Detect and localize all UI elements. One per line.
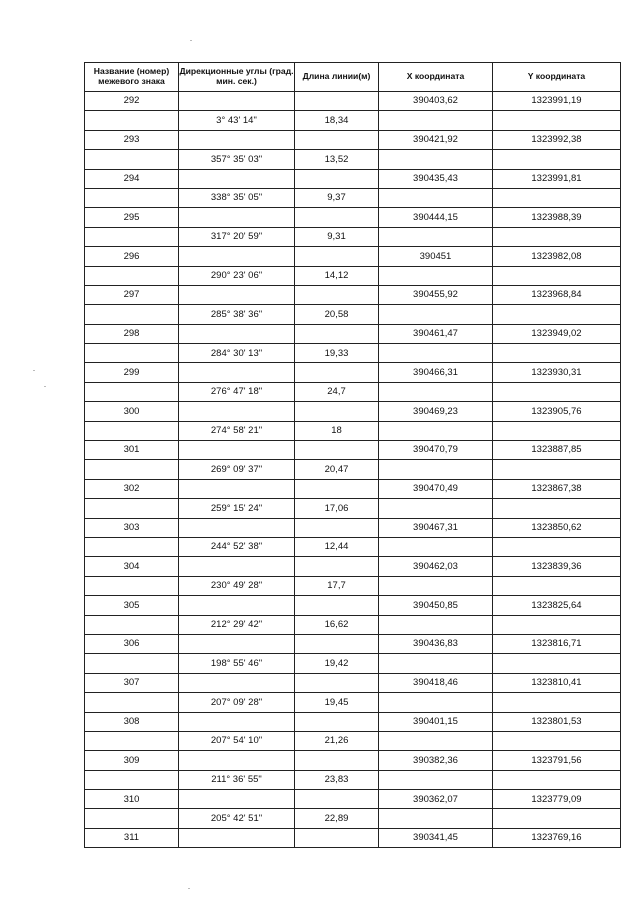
segment-row (85, 770, 621, 789)
line-length-cell: 18,34 (295, 111, 379, 130)
point-name-cell: 308 (85, 712, 179, 731)
y-coordinate-cell-empty (493, 111, 621, 130)
point-row (85, 208, 621, 227)
x-coordinate-cell-empty (379, 382, 493, 401)
point-name-cell-empty (85, 111, 179, 130)
point-name-cell: 305 (85, 596, 179, 615)
y-coordinate-cell: 1323949,02 (493, 324, 621, 343)
angle-cell-empty (179, 169, 295, 188)
point-name-cell-empty (85, 266, 179, 285)
line-length-cell: 22,89 (295, 809, 379, 828)
x-coordinate-cell-empty (379, 499, 493, 518)
x-coordinate-cell: 390401,15 (379, 712, 493, 731)
y-coordinate-cell-empty (493, 809, 621, 828)
y-coordinate-cell: 1323905,76 (493, 402, 621, 421)
x-coordinate-cell-empty (379, 421, 493, 440)
point-name-cell-empty (85, 576, 179, 595)
direction-angle-cell: 276° 47' 18" (179, 382, 295, 401)
angle-cell-empty (179, 712, 295, 731)
scan-speck (33, 370, 35, 371)
line-length-cell: 17,06 (295, 499, 379, 518)
x-coordinate-cell: 390461,47 (379, 324, 493, 343)
length-cell-empty (295, 324, 379, 343)
point-name-cell-empty (85, 227, 179, 246)
y-coordinate-cell-empty (493, 305, 621, 324)
length-cell-empty (295, 518, 379, 537)
x-coordinate-cell: 390444,15 (379, 208, 493, 227)
segment-row (85, 188, 621, 207)
point-row (85, 92, 621, 111)
point-name-cell-empty (85, 188, 179, 207)
line-length-cell: 23,83 (295, 770, 379, 789)
length-cell-empty (295, 828, 379, 847)
length-cell-empty (295, 479, 379, 498)
y-coordinate-cell-empty (493, 382, 621, 401)
point-name-cell: 304 (85, 557, 179, 576)
point-name-cell-empty (85, 537, 179, 556)
segment-row (85, 731, 621, 750)
y-coordinate-cell: 1323839,36 (493, 557, 621, 576)
x-coordinate-cell: 390467,31 (379, 518, 493, 537)
x-coordinate-cell-empty (379, 111, 493, 130)
angle-cell-empty (179, 402, 295, 421)
point-row (85, 751, 621, 770)
x-coordinate-cell-empty (379, 150, 493, 169)
segment-row (85, 537, 621, 556)
point-row (85, 479, 621, 498)
point-name-cell: 303 (85, 518, 179, 537)
line-length-cell: 9,37 (295, 188, 379, 207)
point-name-cell-empty (85, 654, 179, 673)
y-coordinate-cell-empty (493, 615, 621, 634)
line-length-cell: 12,44 (295, 537, 379, 556)
length-cell-empty (295, 247, 379, 266)
segment-row (85, 576, 621, 595)
angle-cell-empty (179, 247, 295, 266)
y-coordinate-cell-empty (493, 770, 621, 789)
y-coordinate-cell: 1323779,09 (493, 790, 621, 809)
y-coordinate-cell: 1323791,56 (493, 751, 621, 770)
length-cell-empty (295, 790, 379, 809)
x-coordinate-cell: 390470,49 (379, 479, 493, 498)
x-coordinate-cell: 390451 (379, 247, 493, 266)
length-cell-empty (295, 285, 379, 304)
angle-cell-empty (179, 208, 295, 227)
header-line-length: Длина линии(м) (295, 63, 379, 92)
table-header-row (85, 63, 621, 92)
point-row (85, 402, 621, 421)
angle-cell-empty (179, 828, 295, 847)
length-cell-empty (295, 402, 379, 421)
angle-cell-empty (179, 751, 295, 770)
length-cell-empty (295, 441, 379, 460)
segment-row (85, 693, 621, 712)
scan-speck (188, 888, 190, 889)
point-row (85, 130, 621, 149)
point-row (85, 557, 621, 576)
y-coordinate-cell-empty (493, 227, 621, 246)
angle-cell-empty (179, 363, 295, 382)
x-coordinate-cell: 390470,79 (379, 441, 493, 460)
line-length-cell: 19,33 (295, 344, 379, 363)
segment-row (85, 809, 621, 828)
point-row (85, 441, 621, 460)
point-name-cell: 293 (85, 130, 179, 149)
segment-row (85, 305, 621, 324)
x-coordinate-cell-empty (379, 537, 493, 556)
line-length-cell: 16,62 (295, 615, 379, 634)
point-name-cell-empty (85, 809, 179, 828)
segment-row (85, 150, 621, 169)
length-cell-empty (295, 208, 379, 227)
point-name-cell: 306 (85, 634, 179, 653)
direction-angle-cell: 274° 58' 21" (179, 421, 295, 440)
y-coordinate-cell: 1323825,64 (493, 596, 621, 615)
length-cell-empty (295, 673, 379, 692)
x-coordinate-cell: 390436,83 (379, 634, 493, 653)
direction-angle-cell: 211° 36' 55" (179, 770, 295, 789)
segment-row (85, 266, 621, 285)
x-coordinate-cell-empty (379, 188, 493, 207)
angle-cell-empty (179, 634, 295, 653)
scan-speck (190, 40, 192, 41)
point-name-cell-empty (85, 731, 179, 750)
segment-row (85, 615, 621, 634)
line-length-cell: 19,42 (295, 654, 379, 673)
angle-cell-empty (179, 324, 295, 343)
point-row (85, 828, 621, 847)
point-name-cell-empty (85, 499, 179, 518)
header-point-name: Название (номер) межевого знака (85, 63, 179, 92)
direction-angle-cell: 357° 35' 03" (179, 150, 295, 169)
direction-angle-cell: 244° 52' 38" (179, 537, 295, 556)
x-coordinate-cell: 390362,07 (379, 790, 493, 809)
line-length-cell: 20,47 (295, 460, 379, 479)
x-coordinate-cell-empty (379, 266, 493, 285)
point-name-cell-empty (85, 615, 179, 634)
point-row (85, 596, 621, 615)
length-cell-empty (295, 596, 379, 615)
point-name-cell-empty (85, 421, 179, 440)
point-name-cell: 292 (85, 92, 179, 111)
y-coordinate-cell-empty (493, 460, 621, 479)
header-x-coordinate: X координата (379, 63, 493, 92)
direction-angle-cell: 207° 09' 28" (179, 693, 295, 712)
direction-angle-cell: 284° 30' 13" (179, 344, 295, 363)
x-coordinate-cell: 390455,92 (379, 285, 493, 304)
y-coordinate-cell-empty (493, 654, 621, 673)
length-cell-empty (295, 363, 379, 382)
angle-cell-empty (179, 441, 295, 460)
point-name-cell: 310 (85, 790, 179, 809)
y-coordinate-cell-empty (493, 731, 621, 750)
point-name-cell: 296 (85, 247, 179, 266)
point-name-cell: 302 (85, 479, 179, 498)
y-coordinate-cell-empty (493, 266, 621, 285)
angle-cell-empty (179, 518, 295, 537)
y-coordinate-cell-empty (493, 537, 621, 556)
y-coordinate-cell: 1323991,19 (493, 92, 621, 111)
point-row (85, 324, 621, 343)
x-coordinate-cell-empty (379, 615, 493, 634)
point-name-cell: 299 (85, 363, 179, 382)
point-name-cell-empty (85, 305, 179, 324)
angle-cell-empty (179, 596, 295, 615)
x-coordinate-cell-empty (379, 693, 493, 712)
direction-angle-cell: 290° 23' 06" (179, 266, 295, 285)
length-cell-empty (295, 169, 379, 188)
point-row (85, 712, 621, 731)
direction-angle-cell: 207° 54' 10" (179, 731, 295, 750)
line-length-cell: 21,26 (295, 731, 379, 750)
point-name-cell: 294 (85, 169, 179, 188)
segment-row (85, 460, 621, 479)
direction-angle-cell: 269° 09' 37" (179, 460, 295, 479)
direction-angle-cell: 317° 20' 59" (179, 227, 295, 246)
x-coordinate-cell: 390435,43 (379, 169, 493, 188)
line-length-cell: 9,31 (295, 227, 379, 246)
x-coordinate-cell: 390382,36 (379, 751, 493, 770)
x-coordinate-cell-empty (379, 460, 493, 479)
y-coordinate-cell: 1323769,16 (493, 828, 621, 847)
boundary-coordinates-table (84, 62, 621, 848)
point-row (85, 673, 621, 692)
segment-row (85, 111, 621, 130)
point-name-cell: 301 (85, 441, 179, 460)
angle-cell-empty (179, 557, 295, 576)
y-coordinate-cell: 1323867,38 (493, 479, 621, 498)
point-row (85, 169, 621, 188)
point-name-cell-empty (85, 693, 179, 712)
line-length-cell: 17,7 (295, 576, 379, 595)
y-coordinate-cell: 1323968,84 (493, 285, 621, 304)
x-coordinate-cell-empty (379, 809, 493, 828)
point-name-cell-empty (85, 150, 179, 169)
y-coordinate-cell: 1323930,31 (493, 363, 621, 382)
x-coordinate-cell: 390403,62 (379, 92, 493, 111)
y-coordinate-cell-empty (493, 499, 621, 518)
point-name-cell: 295 (85, 208, 179, 227)
y-coordinate-cell: 1323988,39 (493, 208, 621, 227)
x-coordinate-cell-empty (379, 344, 493, 363)
point-name-cell-empty (85, 382, 179, 401)
direction-angle-cell: 3° 43' 14" (179, 111, 295, 130)
point-name-cell: 297 (85, 285, 179, 304)
point-row (85, 285, 621, 304)
direction-angle-cell: 285° 38' 36" (179, 305, 295, 324)
y-coordinate-cell-empty (493, 344, 621, 363)
x-coordinate-cell-empty (379, 731, 493, 750)
y-coordinate-cell-empty (493, 576, 621, 595)
angle-cell-empty (179, 285, 295, 304)
point-row (85, 247, 621, 266)
x-coordinate-cell: 390418,46 (379, 673, 493, 692)
point-name-cell: 298 (85, 324, 179, 343)
x-coordinate-cell: 390450,85 (379, 596, 493, 615)
y-coordinate-cell-empty (493, 150, 621, 169)
length-cell-empty (295, 92, 379, 111)
x-coordinate-cell: 390341,45 (379, 828, 493, 847)
line-length-cell: 18 (295, 421, 379, 440)
direction-angle-cell: 205° 42' 51" (179, 809, 295, 828)
header-y-coordinate: Y координата (493, 63, 621, 92)
y-coordinate-cell: 1323991,81 (493, 169, 621, 188)
x-coordinate-cell-empty (379, 576, 493, 595)
segment-row (85, 344, 621, 363)
y-coordinate-cell-empty (493, 421, 621, 440)
y-coordinate-cell: 1323850,62 (493, 518, 621, 537)
y-coordinate-cell: 1323810,41 (493, 673, 621, 692)
line-length-cell: 24,7 (295, 382, 379, 401)
y-coordinate-cell: 1323982,08 (493, 247, 621, 266)
point-row (85, 634, 621, 653)
scan-speck (44, 386, 46, 387)
point-name-cell: 307 (85, 673, 179, 692)
point-row (85, 518, 621, 537)
length-cell-empty (295, 130, 379, 149)
length-cell-empty (295, 712, 379, 731)
y-coordinate-cell-empty (493, 693, 621, 712)
direction-angle-cell: 338° 35' 05" (179, 188, 295, 207)
point-name-cell: 300 (85, 402, 179, 421)
y-coordinate-cell: 1323887,85 (493, 441, 621, 460)
segment-row (85, 654, 621, 673)
segment-row (85, 421, 621, 440)
angle-cell-empty (179, 130, 295, 149)
direction-angle-cell: 259° 15' 24" (179, 499, 295, 518)
point-row (85, 363, 621, 382)
x-coordinate-cell-empty (379, 305, 493, 324)
angle-cell-empty (179, 790, 295, 809)
line-length-cell: 14,12 (295, 266, 379, 285)
segment-row (85, 382, 621, 401)
segment-row (85, 499, 621, 518)
x-coordinate-cell-empty (379, 654, 493, 673)
x-coordinate-cell: 390466,31 (379, 363, 493, 382)
point-name-cell-empty (85, 770, 179, 789)
y-coordinate-cell-empty (493, 188, 621, 207)
y-coordinate-cell: 1323816,71 (493, 634, 621, 653)
point-name-cell: 309 (85, 751, 179, 770)
angle-cell-empty (179, 92, 295, 111)
line-length-cell: 13,52 (295, 150, 379, 169)
direction-angle-cell: 198° 55' 46" (179, 654, 295, 673)
angle-cell-empty (179, 673, 295, 692)
point-name-cell: 311 (85, 828, 179, 847)
point-row (85, 790, 621, 809)
x-coordinate-cell-empty (379, 770, 493, 789)
x-coordinate-cell: 390462,03 (379, 557, 493, 576)
header-direction-angle: Дирекционные углы (град. мин. сек.) (179, 63, 295, 92)
x-coordinate-cell: 390421,92 (379, 130, 493, 149)
direction-angle-cell: 212° 29' 42" (179, 615, 295, 634)
x-coordinate-cell: 390469,23 (379, 402, 493, 421)
length-cell-empty (295, 634, 379, 653)
x-coordinate-cell-empty (379, 227, 493, 246)
line-length-cell: 19,45 (295, 693, 379, 712)
y-coordinate-cell: 1323992,38 (493, 130, 621, 149)
point-name-cell-empty (85, 460, 179, 479)
length-cell-empty (295, 751, 379, 770)
y-coordinate-cell: 1323801,53 (493, 712, 621, 731)
point-name-cell-empty (85, 344, 179, 363)
length-cell-empty (295, 557, 379, 576)
line-length-cell: 20,58 (295, 305, 379, 324)
angle-cell-empty (179, 479, 295, 498)
segment-row (85, 227, 621, 246)
direction-angle-cell: 230° 49' 28" (179, 576, 295, 595)
table-body (85, 92, 621, 848)
